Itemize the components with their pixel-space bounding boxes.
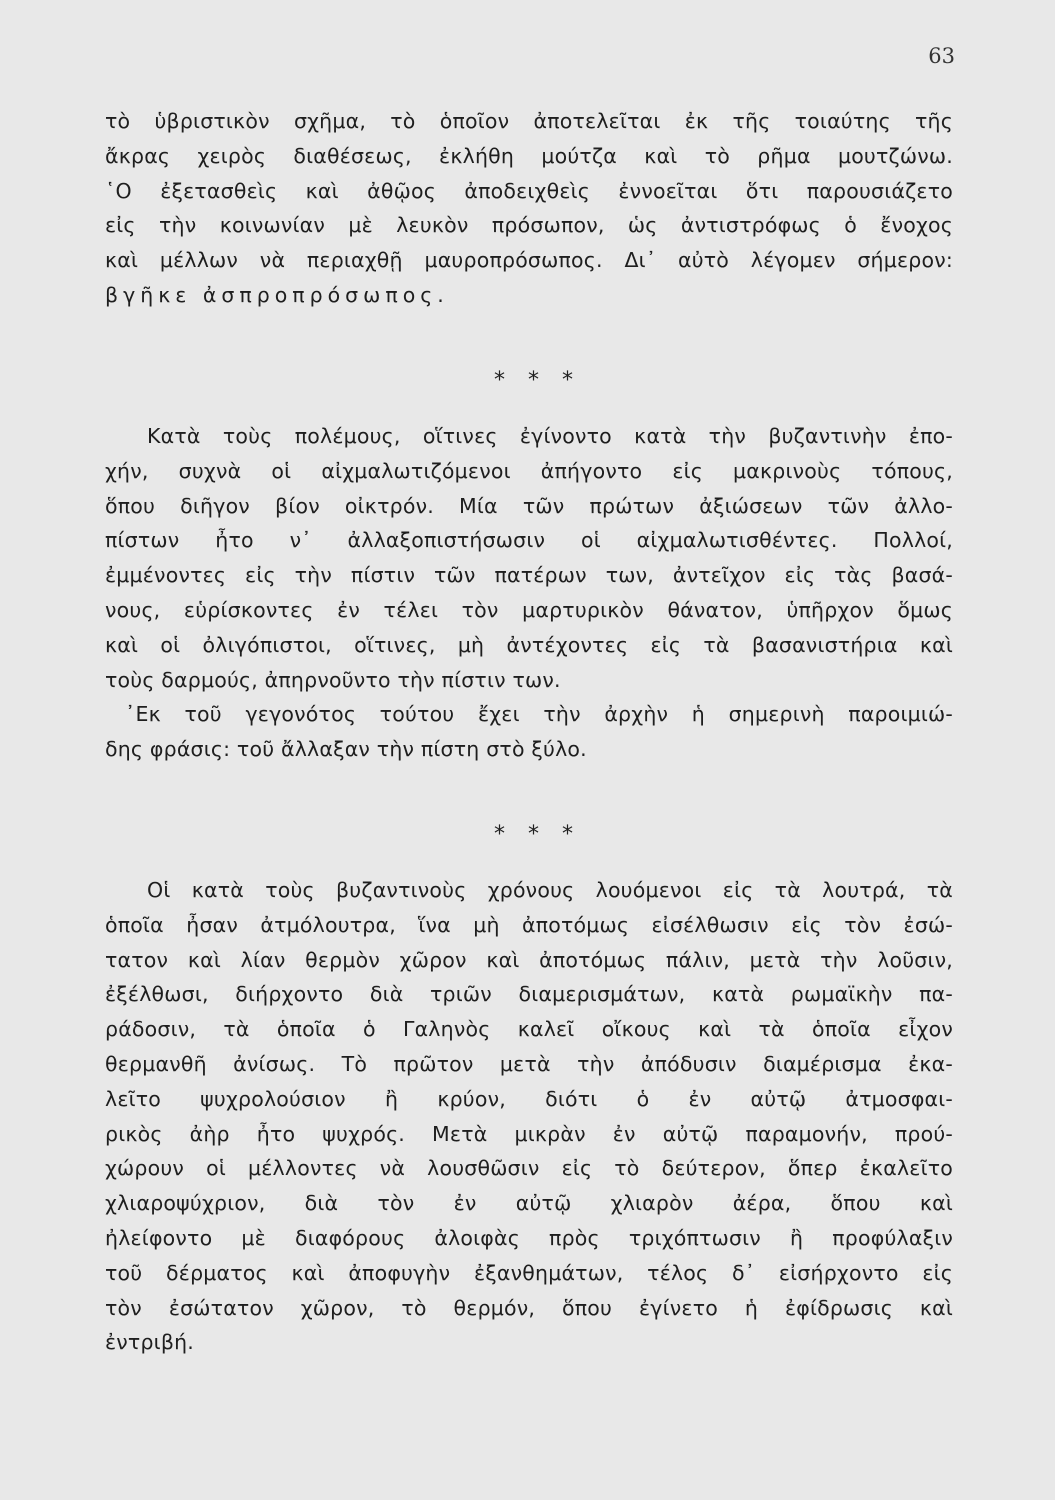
text-line: χώρουν οἱ μέλλοντες νὰ λουσθῶσιν εἰς τὸ δεύτερον, ὅπερ ἐκαλεῖτο [105,1156,953,1181]
paragraph-captives [105,419,953,767]
text-line: τοῦ δέρματος καὶ ἀποφυγὴν ἐξανθημάτων, τέλος δ᾽ εἰσήρχοντο εἰς [105,1260,953,1285]
paragraph-baths [105,873,953,1360]
text-line: ᾿Εκ τοῦ γεγονότος τούτου ἔχει τὴν ἀρχὴν ἡ σημερινὴ παροιμιώ- [125,702,953,727]
text-line: ἐξέλθωσι, διήρχοντο διὰ τριῶν διαμερισμάτων, κατὰ ρωμαϊκὴν πα- [105,982,953,1007]
text-line: καὶ οἱ ὀλιγόπιστοι, οἵτινες, μὴ ἀντέχοντες εἰς τὰ βασανιστήρια καὶ [105,632,953,657]
text-line: τὸ ὑβριστικὸν σχῆμα, τὸ ὁποῖον ἀποτελεῖται ἐκ τῆς τοιαύτης τῆς [105,109,953,133]
text-line: εἰς τὴν κοινωνίαν μὲ λευκὸν πρόσωπον, ὡς ἀντιστρόφως ὁ ἔνοχος [105,213,953,238]
text-line: χλιαροψύχριον, διὰ τὸν ἐν αὐτῷ χλιαρὸν ἀέρα, ὅπου καὶ [105,1191,953,1216]
text-line: χήν, συχνὰ οἱ αἰχμαλωτιζόμενοι ἀπήγοντο εἰς μακρινοὺς τόπους, [105,458,953,483]
text-line: πίστων ἦτο ν᾽ ἀλλαξοπιστήσωσιν οἱ αἰχμαλωτισθέντες. Πολλοί, [105,528,953,553]
text-line: ἐντριβή. [105,1330,195,1355]
text-line: Κατὰ τοὺς πολέμους, οἵτινες ἐγίνοντο κατὰ τὴν βυζαντινὴν ἐπο- [147,424,953,448]
text-line: καὶ μέλλων νὰ περιαχθῇ μαυροπρόσωπος. Δι᾽ αὐτὸ λέγομεν σήμερον: [105,248,953,273]
text-line: δης φράσις: τοῦ ἄλλαξαν τὴν πίστη στὸ ξύλο. [105,737,587,762]
text-line: ὁποῖα ἦσαν ἀτμόλουτρα, ἵνα μὴ ἀποτόμως εἰσέλθωσιν εἰς τὸν ἐσώ- [105,912,953,937]
page-number: 63 [928,44,955,68]
text-line: τοὺς δαρμούς, ἀπηρνοῦντο τὴν πίστιν των. [105,667,561,692]
text-line: ἄκρας χειρὸς διαθέσεως, ἐκλήθη μούτζα καὶ τὸ ρῆμα μουτζώνω. [105,143,953,168]
section-separator: * * * [494,368,581,393]
text-line: ἠλείφοντο μὲ διαφόρους ἀλοιφὰς πρὸς τριχόπτωσιν ἢ προφύλαξιν [105,1225,953,1250]
text-line: ρικὸς ἀὴρ ἦτο ψυχρός. Μετὰ μικρὰν ἐν αὐτῷ παραμονήν, πρού- [105,1121,953,1146]
text-line: ἐμμένοντες εἰς τὴν πίστιν τῶν πατέρων των, ἀντεῖχον εἰς τὰς βασά- [105,563,953,588]
text-line: ῾Ο ἐξετασθεὶς καὶ ἀθῷος ἀποδειχθεὶς ἐννοεῖται ὅτι παρουσιάζετο [105,178,953,203]
text-line: Οἱ κατὰ τοὺς βυζαντινοὺς χρόνους λουόμενοι εἰς τὰ λουτρά, τὰ [147,878,953,902]
text-line: ὅπου διῆγον βίον οἰκτρόν. Μία τῶν πρώτων ἀξιώσεων τῶν ἀλλο- [105,493,953,518]
text-line: λεῖτο ψυχρολούσιον ἢ κρύον, διότι ὁ ἐν αὐτῷ ἀτμοσφαι- [105,1086,953,1111]
text-line: βγῆκε ἀσπροπρόσωπος. [105,282,449,307]
text-line: θερμανθῆ ἀνίσως. Τὸ πρῶτον μετὰ τὴν ἀπόδυσιν διαμέρισμα ἐκα- [105,1051,953,1076]
text-line: τατον καὶ λίαν θερμὸν χῶρον καὶ ἀποτόμως πάλιν, μετὰ τὴν λοῦσιν, [105,947,953,972]
text-line: ράδοσιν, τὰ ὁποῖα ὁ Γαληνὸς καλεῖ οἴκους καὶ τὰ ὁποῖα εἶχον [105,1017,953,1042]
section-separator: * * * [494,822,581,847]
paragraph-moutza [105,104,953,313]
text-line: τὸν ἐσώτατον χῶρον, τὸ θερμόν, ὅπου ἐγίνετο ἡ ἐφίδρωσις καὶ [105,1295,953,1320]
text-line: νους, εὑρίσκοντες ἐν τέλει τὸν μαρτυρικὸν θάνατον, ὑπῆρχον ὅμως [105,597,953,622]
